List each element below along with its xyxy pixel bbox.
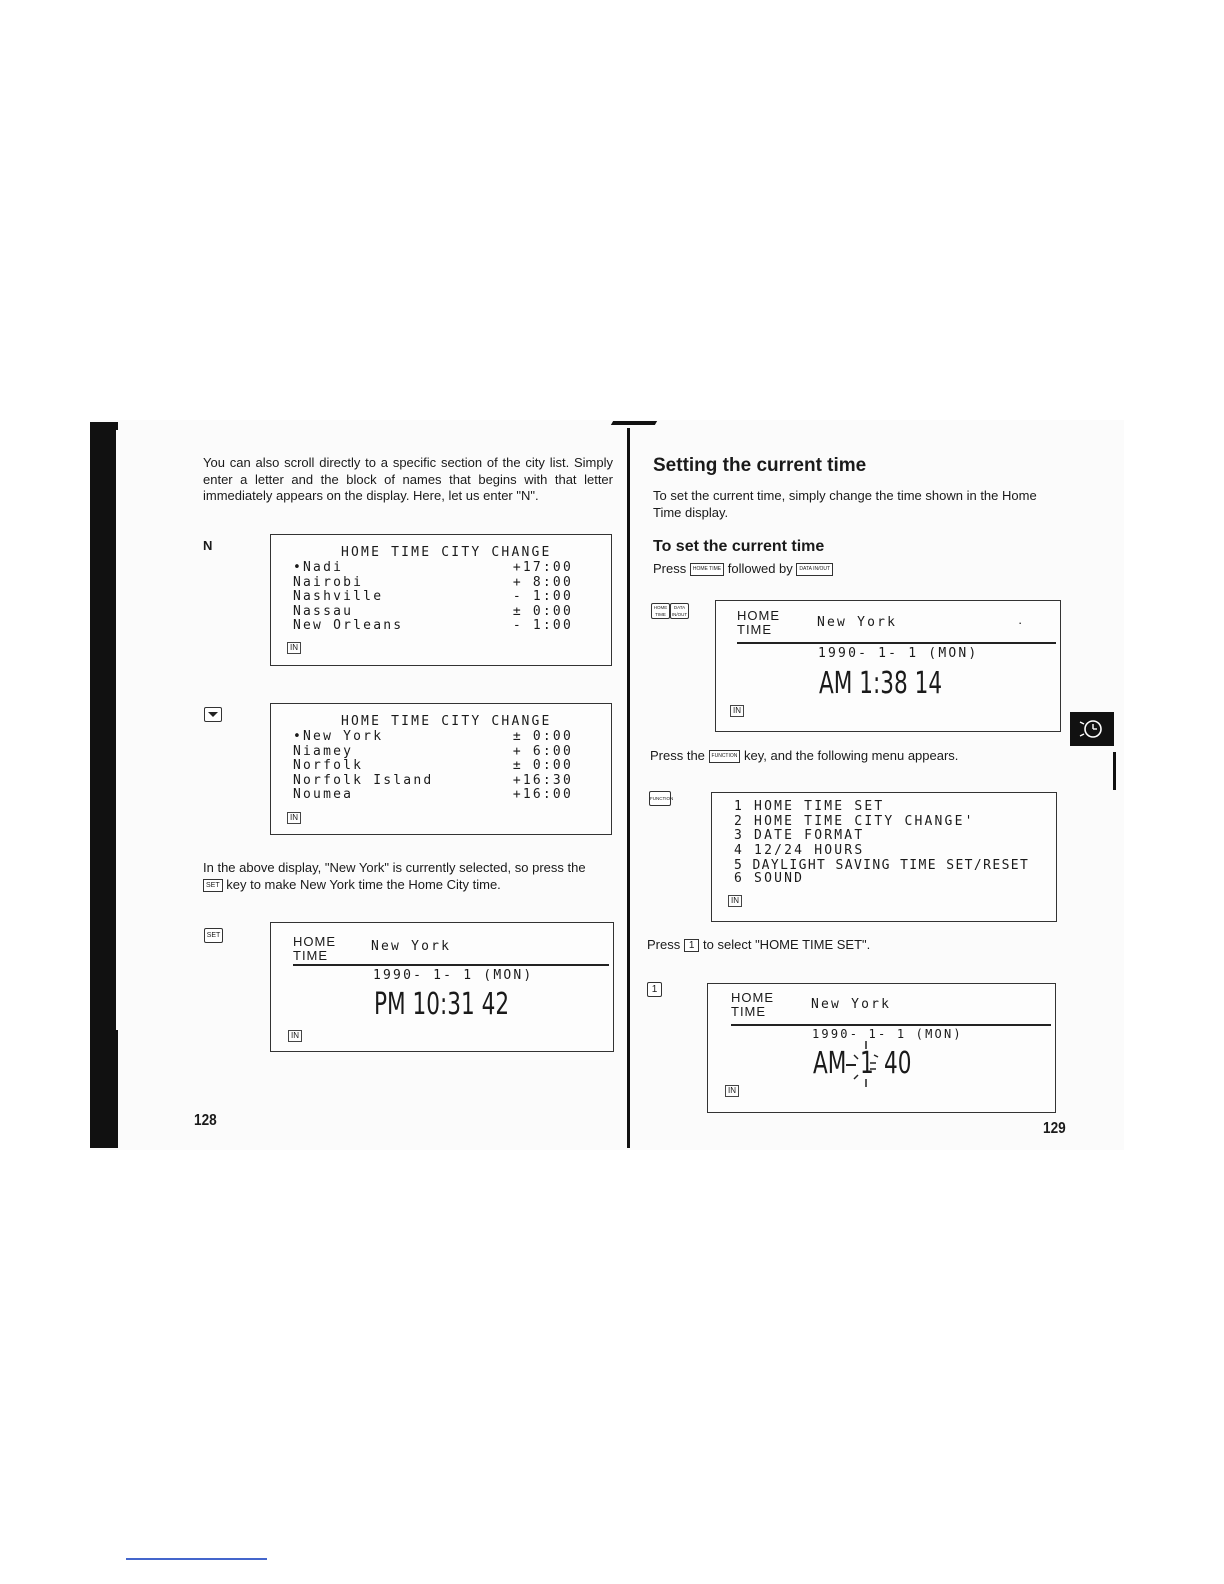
- menu-item: 4 12/24 HOURS: [734, 842, 865, 858]
- city-offset: + 8:00: [512, 574, 573, 590]
- lcd-screen-home-time-set: [707, 983, 1056, 1113]
- page-number-right: 129: [1043, 1120, 1066, 1137]
- lcd-screen-home-time-am: [715, 600, 1061, 732]
- bottom-rule: [126, 1558, 267, 1560]
- home-date: 1990- 1- 1 (MON): [818, 646, 979, 661]
- city-offset: - 1:00: [512, 618, 573, 633]
- list-item: [293, 787, 573, 802]
- list-item: [293, 773, 573, 788]
- function-instruction: [650, 748, 958, 765]
- note-before: In the above display, "New York" is currently selected, so press the: [203, 860, 586, 875]
- key-1-icon: 1: [684, 939, 700, 952]
- label-home: HOME: [737, 608, 780, 623]
- city-name: Nairobi: [293, 574, 364, 590]
- menu-item: 2 HOME TIME CITY CHANGE': [734, 814, 975, 829]
- list-item: [293, 575, 573, 590]
- function-after: key, and the following menu appears.: [744, 748, 959, 763]
- press-label: Press: [653, 561, 687, 576]
- in-indicator-icon: IN: [288, 1030, 302, 1042]
- home-time-key-icon: HOME TIME: [690, 563, 724, 576]
- home-city-name: New York: [817, 615, 898, 630]
- label-time: TIME: [737, 622, 773, 637]
- list-item: [293, 758, 573, 773]
- city-name: Nashville: [293, 589, 384, 604]
- function-before: Press the: [650, 748, 705, 763]
- list-item: [293, 604, 573, 619]
- screen-divider: [293, 964, 609, 966]
- arrow-down-key-icon: [204, 707, 222, 722]
- indicator-dot: ·: [1018, 615, 1023, 630]
- tab-edge-mark: [1113, 752, 1116, 790]
- in-indicator-icon: IN: [725, 1085, 739, 1097]
- function-key-icon: FUNCTION: [709, 750, 741, 763]
- home-clock: AM 1:38 14: [819, 666, 943, 701]
- list-item: [293, 560, 573, 575]
- city-name: •Nadi: [293, 560, 344, 575]
- function-key-margin-icon: FUNCTION: [649, 791, 671, 806]
- clock-hour-blinking: 1: [860, 1046, 874, 1081]
- city-offset: ± 0:00: [512, 758, 573, 773]
- in-indicator-icon: IN: [730, 705, 744, 717]
- left-note-text: [203, 860, 617, 893]
- city-offset: ± 0:00: [512, 729, 573, 744]
- list-item: [293, 589, 573, 604]
- city-offset: - 1:00: [512, 589, 573, 604]
- section-heading: Setting the current time: [653, 455, 867, 476]
- lcd-screen-home-time-pm: [270, 922, 614, 1052]
- city-name: New Orleans: [293, 618, 404, 633]
- select-instruction: [647, 937, 870, 954]
- label-home: HOME: [293, 934, 336, 949]
- city-offset: +16:00: [512, 787, 573, 802]
- right-intro-text: To set the current time, simply change the time shown in the Home Time display.: [653, 488, 1037, 520]
- city-offset: ± 0:00: [512, 603, 573, 619]
- in-indicator-icon: IN: [287, 642, 301, 654]
- key-n-label: N: [203, 538, 213, 553]
- list-item: [293, 618, 573, 633]
- city-name: Niamey: [293, 743, 354, 759]
- binding-edge-left-notch: [116, 430, 124, 1030]
- set-key-icon: SET: [203, 879, 223, 892]
- in-indicator-icon: IN: [287, 812, 301, 824]
- menu-item: 5 DAYLIGHT SAVING TIME SET/RESET: [734, 858, 1030, 873]
- clock-tab-icon: [1070, 712, 1114, 746]
- lcd-screen-city-list-n: [270, 534, 612, 666]
- lcd-screen-function-menu: [711, 792, 1057, 922]
- blink-marks-icon: [844, 1039, 884, 1089]
- binding-edge-left: [90, 422, 118, 1148]
- key-1-margin-icon: 1: [647, 982, 662, 997]
- press-instruction: [653, 561, 833, 578]
- followed-by: followed by: [727, 561, 793, 576]
- lcd-screen-city-list-new-york: [270, 703, 612, 835]
- city-name: Noumea: [293, 787, 354, 802]
- list-item: [293, 729, 573, 744]
- city-offset: +16:30: [512, 772, 573, 788]
- home-time-key-margin-icon: HOME TIME: [651, 603, 670, 619]
- city-offset: +17:00: [512, 560, 573, 575]
- home-city-name: New York: [371, 939, 452, 954]
- label-time: TIME: [731, 1004, 767, 1019]
- home-clock: PM 10:31 42: [374, 987, 510, 1022]
- sub-heading: To set the current time: [653, 538, 825, 555]
- select-before: Press: [647, 937, 681, 952]
- label-time: TIME: [293, 948, 329, 963]
- home-date: 1990- 1- 1 (MON): [812, 1027, 963, 1041]
- left-intro-text: You can also scroll directly to a specific section of the city list. Simply enter a letter and the block of names that begins with that letter immediately appears on the display. Here, let us enter "N".: [203, 455, 613, 503]
- set-key-margin-icon: SET: [204, 928, 223, 943]
- city-name: Norfolk Island: [293, 772, 434, 788]
- clock-am: AM: [813, 1046, 847, 1081]
- city-offset: + 6:00: [512, 743, 573, 759]
- home-date: 1990- 1- 1 (MON): [373, 968, 534, 983]
- note-after: key to make New York time the Home City time.: [226, 876, 501, 892]
- select-after: to select "HOME TIME SET".: [703, 937, 871, 952]
- screen-title: HOME TIME CITY CHANGE: [341, 545, 552, 560]
- city-name: Nassau: [293, 603, 354, 619]
- label-home: HOME: [731, 990, 774, 1005]
- menu-item: 1 HOME TIME SET: [734, 799, 885, 814]
- list-item: [293, 744, 573, 759]
- screen-divider: [737, 642, 1056, 644]
- data-in-out-key-icon: DATA IN/OUT: [796, 563, 833, 576]
- city-name: Norfolk: [293, 758, 364, 773]
- menu-item: 3 DATE FORMAT: [734, 828, 865, 843]
- page-number-left: 128: [194, 1112, 217, 1129]
- gutter-line: [627, 428, 630, 1148]
- gutter-top-mark: [611, 421, 657, 425]
- screen-title: HOME TIME CITY CHANGE: [341, 714, 552, 729]
- screen-divider: [731, 1024, 1051, 1026]
- menu-item: 6 SOUND: [734, 871, 805, 886]
- data-in-out-key-margin-icon: DATA IN/OUT: [671, 605, 688, 617]
- city-name: •New York: [293, 729, 384, 744]
- in-indicator-icon: IN: [728, 895, 742, 907]
- home-city-name: New York: [811, 997, 892, 1012]
- clock-minute: 40: [884, 1046, 912, 1081]
